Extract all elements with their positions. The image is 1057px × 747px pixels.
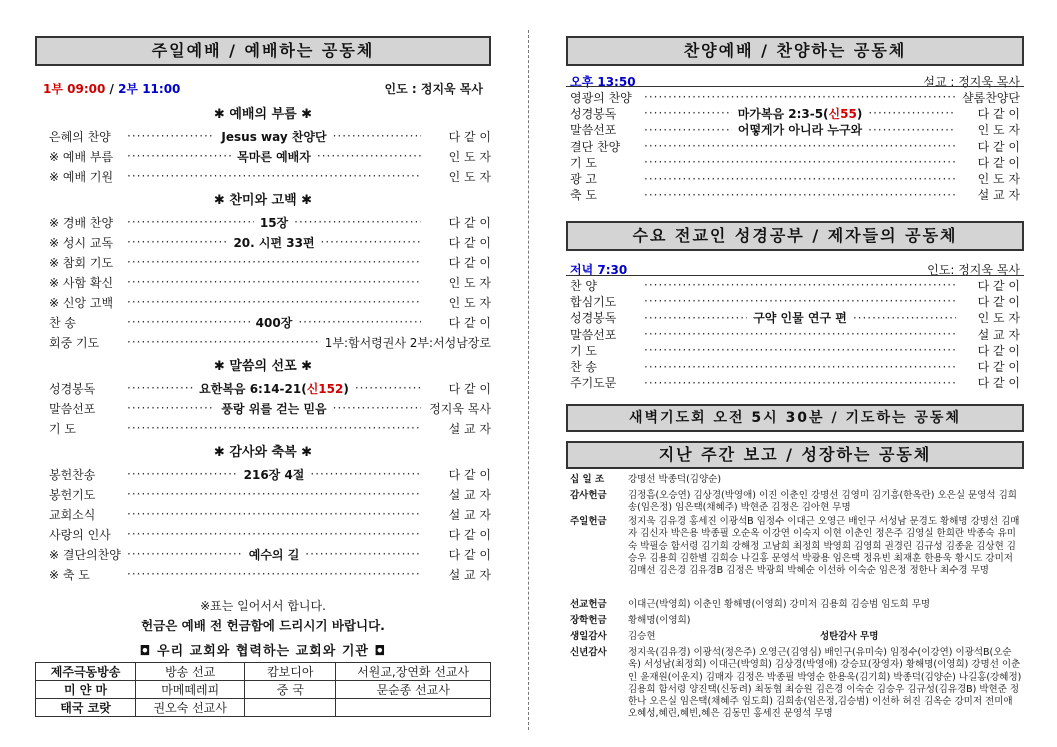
partner-cell: 캄보디아: [245, 663, 336, 681]
item-person: 다 같 이: [448, 547, 491, 562]
item-label: 말씀선포: [570, 123, 617, 138]
order-row: [35, 504, 491, 524]
wednesday-leader: 인도: 정지욱 목사: [927, 263, 1020, 277]
item-person: 다 같 이: [448, 255, 491, 270]
item-label: ※ 경배 찬양: [49, 215, 114, 230]
partner-cell: [245, 699, 336, 717]
sunday-offering-names: 정지욱 김유경 홍세진 이광석B 임정수 이대근 오영근 배인구 서성남 문경도 황해명 강명선 김매자 김신자 박은용 박종필 오순옥 이강연 이숙지 이현 이춘인 정은주 김영실 한희란 박종숙 유미숙 박필승 함서령 김기희 강해정 고남희 최정희 박영희 김영희 권경린 김규성 김종윤 김상현 김승우 김용희 김한별 김희승 나길홍 문영석 박광용 임은택 정유빈 최재훈 한용욱 황시도 강미저 김매선 김은경 김유경B 김정은 박광희 박혜순 이선하 이숙순 임은정 정한나 최수경 무명: [628, 516, 1020, 577]
order-row: [35, 126, 491, 146]
thanks-offering-label: 감사헌금: [570, 490, 607, 501]
leader-dots: [127, 275, 421, 289]
item-label: 찬 양: [570, 278, 597, 293]
item-content: 풍랑 위를 걷는 믿음: [221, 401, 327, 416]
item-person: 다 같 이: [448, 215, 491, 230]
leader-dots: [321, 235, 421, 249]
leader-dots: [127, 507, 421, 521]
order-row: [566, 326, 1020, 342]
wednesday-time: 저녁 7:30: [570, 263, 628, 277]
order-row: [35, 166, 491, 186]
order-row: [566, 187, 1020, 203]
mission-offering-names: 이대근(박영희) 이춘인 황해명(이영희) 강미저 김용희 김승범 임도희 무명: [628, 599, 931, 610]
order-row: [35, 212, 491, 232]
order-row: [566, 342, 1020, 358]
order-row: [566, 154, 1020, 170]
hymn-number: 신152: [306, 381, 344, 396]
standing-note: ※표는 일어서서 합니다.: [200, 599, 326, 613]
item-person: 인 도 자: [977, 123, 1020, 138]
order-row: [566, 310, 1020, 326]
item-person: 다 같 이: [977, 294, 1020, 309]
leader-dots: [644, 278, 956, 292]
item-person: 설 교 자: [977, 188, 1020, 203]
leader-dots: [644, 376, 956, 390]
item-label: 결단 찬양: [570, 139, 621, 154]
item-content: 400장: [255, 315, 293, 330]
item-person: 인 도 자: [448, 149, 491, 164]
item-person: 인 도 자: [977, 172, 1020, 187]
item-person: 인 도 자: [448, 295, 491, 310]
order-row: [35, 544, 491, 564]
item-person: 인 도 자: [977, 311, 1020, 326]
order-row: [35, 524, 491, 544]
item-person: 다 같 이: [448, 235, 491, 250]
order-row: [566, 293, 1020, 309]
item-label: 말씀선포: [49, 401, 96, 416]
item-person: 다 같 이: [448, 467, 491, 482]
order-row: [35, 418, 491, 438]
item-person: 설 교 자: [977, 327, 1020, 342]
partners-row: [36, 699, 491, 717]
item-label: 합심기도: [570, 294, 617, 309]
tithe-names: 강명선 박종덕(김양순): [628, 474, 722, 485]
partners-title: ◘ 우리 교회와 협력하는 교회와 기관 ◘: [139, 644, 387, 659]
partner-cell: 문순종 선교사: [336, 681, 491, 699]
leader-dots: [644, 139, 956, 153]
item-content: 15장: [259, 215, 289, 230]
order-row: [35, 146, 491, 166]
praise-worship-header: 찬양예배 / 찬양하는 공동체: [566, 36, 1024, 66]
section-title: ✱ 예배의 부름 ✱: [213, 107, 313, 122]
item-person: 다 같 이: [977, 155, 1020, 170]
item-label: 기 도: [570, 343, 597, 358]
leader-dots: [644, 123, 732, 137]
order-row: [35, 398, 491, 418]
leader-dots: [127, 315, 250, 329]
order-row: [35, 378, 491, 398]
item-content: 구약 인물 연구 편: [753, 311, 847, 326]
mission-offering-label: 선교헌금: [570, 599, 607, 610]
order-row: [35, 484, 491, 504]
leader-dots: [644, 343, 956, 357]
partner-cell: 제주극동방송: [36, 663, 136, 681]
leader-dots: [127, 149, 231, 163]
leader-dots: [644, 155, 956, 169]
worship-leader: 인도 : 정지욱 목사: [384, 82, 483, 96]
leader-dots: [127, 527, 421, 541]
item-label: 은혜의 찬양: [49, 129, 111, 144]
item-label: ※ 축 도: [49, 567, 90, 582]
item-person: 다 같 이: [448, 381, 491, 396]
wednesday-study-header: 수요 전교인 성경공부 / 제자들의 공동체: [566, 221, 1024, 251]
leader-dots: [644, 188, 956, 202]
item-person: 1부:함서령권사 2부:서성남장로: [324, 335, 491, 350]
item-person: 다 같 이: [977, 278, 1020, 293]
new-year-thanks-label: 신년감사: [570, 647, 607, 658]
service-times: 1부 09:00 / 2부 11:00 인도 : 정지욱 목사: [43, 82, 483, 96]
item-label: 말씀선포: [570, 327, 617, 342]
item-person: 인 도 자: [448, 169, 491, 184]
leader-dots: [853, 311, 956, 325]
second-service-time: 2부 11:00: [118, 82, 181, 96]
item-label: 봉헌기도: [49, 487, 96, 502]
item-label: 주기도문: [570, 376, 617, 391]
item-label: ※ 성시 교독: [49, 235, 114, 250]
sunday-worship-header: 주일예배 / 예배하는 공동체: [35, 36, 491, 66]
leader-dots: [127, 567, 421, 581]
item-person: 정지욱 목사: [429, 401, 491, 416]
item-label: ※ 참회 기도: [49, 255, 114, 270]
item-person: 다 같 이: [977, 106, 1020, 121]
order-row: [566, 89, 1020, 105]
weekly-report-header: 지난 주간 보고 / 성장하는 공동체: [566, 441, 1024, 469]
order-row: [566, 277, 1020, 293]
leader-dots: [310, 467, 421, 481]
new-year-thanks-names: 정지욱(김유경) 이광석(정은주) 오영근(김영심) 배인구(유미숙) 임정수(이강연) 이광석B(오순옥) 서성남(최정희) 이대근(박영희) 김상경(박영애) 강승묘(장영자) 황해명(이영희) 강명선 이춘인 윤재원(이운지) 김매자 김정은 박종필 박영순 한용욱(김기희) 박종덕(김양순) 나길홍(강혜정) 김용희 함서령 양진택(신동려) 최동협 최승원 김은경 이숙순 김승우 김규성(김유경B) 박현준 정한나 오은실 임은택(채혜주 임도희) 김희송(임은정,김승범) 이선하 허진 김옥순 강미저 전미애 오혜성,혜린,혜빈,혜은 김동민 홍세진 문영석 무명: [628, 647, 1022, 720]
leader-dots: [298, 315, 421, 329]
leader-dots: [127, 255, 421, 269]
order-row: [566, 138, 1020, 154]
item-person: 다 같 이: [448, 315, 491, 330]
partner-cell: 중 국: [245, 681, 336, 699]
item-person: 샬롬찬양단: [962, 90, 1020, 105]
item-label: ※ 사함 확신: [49, 275, 114, 290]
section-title: ✱ 찬미와 고백 ✱: [213, 193, 313, 208]
leader-dots: [127, 335, 321, 349]
scholarship-offering-label: 장학헌금: [570, 615, 607, 626]
birthday-thanks-label: 생일감사: [570, 631, 607, 642]
item-label: 광 고: [570, 172, 597, 187]
leader-dots: [127, 235, 227, 249]
leader-dots: [127, 467, 238, 481]
order-row: [566, 170, 1020, 186]
praise-order: [566, 89, 1020, 203]
leader-dots: [127, 295, 421, 309]
item-content: 마가복음 2:3-5(신55): [737, 106, 863, 121]
leader-dots: [644, 311, 747, 325]
leader-dots: [127, 401, 215, 415]
leader-dots: [333, 401, 421, 415]
section-title: ✱ 말씀의 선포 ✱: [213, 359, 313, 374]
item-label: 찬 송: [570, 360, 597, 375]
item-label: 기 도: [570, 155, 597, 170]
leader-dots: [644, 327, 956, 341]
item-person: 다 같 이: [977, 343, 1020, 358]
wednesday-rule: [566, 275, 1024, 276]
item-label: 성경봉독: [570, 106, 617, 121]
leader-dots: [127, 381, 193, 395]
sunday-offering-label: 주일헌금: [570, 516, 607, 527]
item-person: 다 같 이: [448, 527, 491, 542]
wednesday-order: [566, 277, 1020, 391]
birthday-thanks-names: 김승현: [628, 631, 656, 642]
leader-dots: [127, 215, 254, 229]
section-title: ✱ 감사와 축복 ✱: [213, 445, 313, 460]
scholarship-offering-names: 황해명(이영희): [628, 615, 691, 626]
order-of-worship: [35, 104, 491, 584]
praise-time-row: [570, 73, 1020, 90]
item-person: 설 교 자: [448, 567, 491, 582]
item-content: 예수의 길: [248, 547, 300, 562]
order-row: [35, 232, 491, 252]
item-label: 영광의 찬양: [570, 90, 632, 105]
leader-dots: [127, 487, 421, 501]
leader-dots: [644, 172, 956, 186]
order-row: [35, 332, 491, 352]
partner-cell: 서원교,장연화 선교사: [336, 663, 491, 681]
order-row: [35, 564, 491, 584]
item-label: 축 도: [570, 188, 597, 203]
order-row: [35, 464, 491, 484]
item-content: 20. 시편 33편: [233, 235, 315, 250]
order-row: [35, 272, 491, 292]
praise-time: 오후 13:50: [570, 75, 636, 89]
item-label: 성경봉독: [49, 381, 96, 396]
order-row: [566, 358, 1020, 374]
leader-dots: [355, 381, 421, 395]
order-row: [35, 312, 491, 332]
leader-dots: [127, 169, 421, 183]
leader-dots: [294, 215, 421, 229]
partner-cell: 미 얀 마: [36, 681, 136, 699]
column-divider: [528, 30, 529, 730]
leader-dots: [127, 129, 215, 143]
order-row: [566, 122, 1020, 138]
offering-note: 헌금은 예배 전 헌금함에 드리시기 바랍니다.: [141, 618, 385, 633]
partners-row: [36, 663, 491, 681]
item-person: 다 같 이: [977, 139, 1020, 154]
partner-cell: 방송 선교: [136, 663, 245, 681]
leader-dots: [644, 106, 732, 120]
item-label: 봉헌찬송: [49, 467, 96, 482]
leader-dots: [644, 90, 956, 104]
item-label: ※ 신앙 고백: [49, 295, 114, 310]
item-label: 기 도: [49, 421, 76, 436]
leader-dots: [305, 547, 421, 561]
item-person: 설 교 자: [448, 421, 491, 436]
item-person: 다 같 이: [977, 360, 1020, 375]
item-person: 다 같 이: [977, 376, 1020, 391]
item-label: 교회소식: [49, 507, 96, 522]
order-row: [35, 292, 491, 312]
tithe-label: 십 일 조: [570, 474, 605, 485]
item-content: 목마른 예배자: [237, 149, 311, 164]
item-label: 회중 기도: [49, 335, 100, 350]
item-content: 216장 4절: [243, 467, 305, 482]
partners-table: [35, 662, 491, 717]
dawn-prayer-header: 새벽기도회 오전 5시 30분 / 기도하는 공동체: [566, 404, 1024, 432]
item-label: ※ 결단의찬양: [49, 547, 121, 562]
partner-cell: 권오숙 선교사: [136, 699, 245, 717]
item-content: Jesus way 찬양단: [221, 129, 327, 144]
item-label: ※ 예배 기원: [49, 169, 114, 184]
item-person: 설 교 자: [448, 507, 491, 522]
leader-dots: [868, 123, 956, 137]
leader-dots: [644, 360, 956, 374]
item-label: 성경봉독: [570, 311, 617, 326]
partner-cell: [336, 699, 491, 717]
thanks-offering-names: 김정흠(오승연) 김상경(박영애) 이진 이춘인 강명선 김영미 김기흥(한옥란) 오은실 문영석 김희송(임은정) 임은택(채혜주) 박현준 김정은 김아현 무명: [628, 490, 1017, 514]
partners-row: [36, 681, 491, 699]
item-content: 요한복음 6:14-21(신152): [199, 381, 349, 396]
item-label: ※ 예배 부름: [49, 149, 114, 164]
item-person: 다 같 이: [448, 129, 491, 144]
praise-rule: [566, 86, 1024, 87]
leader-dots: [333, 129, 421, 143]
order-row: [566, 375, 1020, 391]
item-person: 설 교 자: [448, 487, 491, 502]
hymn-number: 신55: [828, 106, 857, 121]
item-label: 찬 송: [49, 315, 76, 330]
order-row: [35, 252, 491, 272]
partner-cell: 마메떼레피: [136, 681, 245, 699]
leader-dots: [127, 547, 243, 561]
partner-cell: 태국 코랏: [36, 699, 136, 717]
leader-dots: [127, 421, 421, 435]
leader-dots: [868, 106, 956, 120]
item-person: 인 도 자: [448, 275, 491, 290]
praise-preacher: 설교 : 정지욱 목사: [923, 75, 1020, 89]
item-label: 사랑의 인사: [49, 527, 111, 542]
weekly-report: [570, 474, 1024, 726]
christmas-thanks: 성탄감사 무명: [820, 631, 879, 642]
leader-dots: [644, 294, 956, 308]
first-service-time: 1부 09:00: [43, 82, 106, 96]
leader-dots: [317, 149, 421, 163]
item-content: 어떻게가 아니라 누구와: [737, 123, 863, 138]
order-row: [566, 105, 1020, 121]
